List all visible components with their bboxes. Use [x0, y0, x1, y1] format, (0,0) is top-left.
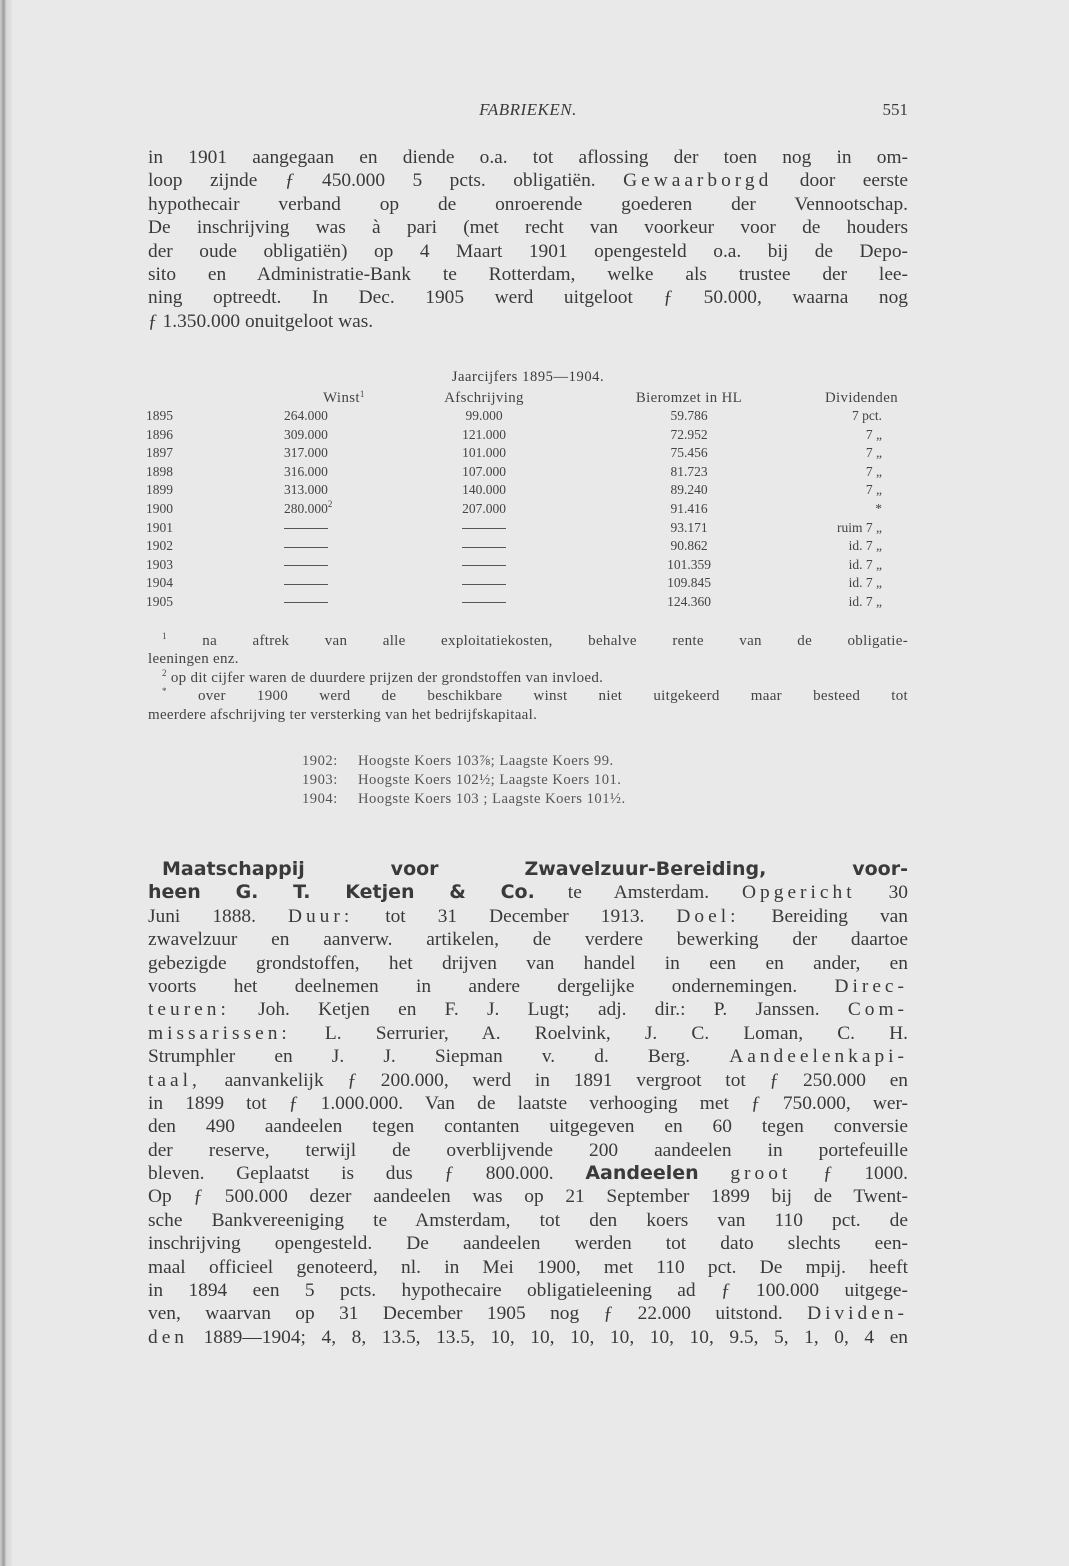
text-line: Juni 1888. Duur: tot 31 December 1913. Doel: Bereiding van	[148, 905, 908, 927]
text-line: zwavelzuur en aanverw. artikelen, de verdere bewerking der daartoe	[148, 929, 908, 951]
cell-dividend-value: *	[875, 500, 882, 516]
cell-afschrijving	[404, 574, 564, 593]
table-header-row	[146, 389, 910, 407]
spaced-term-directeuren-cont: teuren:	[148, 999, 230, 1021]
dash-placeholder	[284, 602, 328, 603]
cell-afschrijving-value: 140.000	[462, 482, 506, 498]
col-header-winst-label: Winst	[323, 389, 360, 406]
cell-afschrijving	[404, 481, 564, 500]
text-line: missarissen: L. Serrurier, A. Roelvink, J. C. Loman, C. H.	[148, 1022, 908, 1044]
table-row	[146, 574, 910, 593]
cell-year	[146, 574, 276, 593]
cell-year	[146, 556, 276, 575]
cell-dividend	[774, 574, 910, 593]
col-header-dividenden: Dividenden	[824, 389, 898, 406]
cell-winst-value: 313.000	[284, 482, 328, 498]
cell-winst	[276, 426, 404, 445]
quote-high-label: Hoogste Koers	[358, 772, 452, 789]
table-row	[146, 426, 910, 445]
cell-winst-value: 280.000	[284, 500, 328, 516]
table-row	[146, 407, 910, 426]
cell-winst	[276, 481, 404, 500]
quote-low-label: Laagste Koers	[499, 753, 590, 769]
footnote-3-cont: meerdere afschrijving ter versterking van het bedrijfskapitaal.	[148, 706, 538, 723]
footnote-2	[148, 669, 908, 687]
spaced-term-commissarissen: Com-	[847, 999, 908, 1021]
cell-winst	[276, 593, 404, 612]
cell-bieromzet	[564, 407, 774, 426]
cell-afschrijving	[404, 500, 564, 519]
text-line: De inschrijving was à pari (met recht van voorkeur voor de houders	[148, 217, 908, 239]
quote-year: 1903:	[302, 772, 338, 789]
cell-afschrijving	[404, 407, 564, 426]
cell-afschrijving	[404, 519, 564, 538]
text-line: gebezigde grondstoffen, het drijven van handel in een en ander, en	[148, 952, 908, 974]
cell-bieromzet	[564, 426, 774, 445]
text-line: in 1901 aangegaan en diende o.a. tot aflossing der toen nog in om-	[148, 147, 908, 168]
spaced-term-kapitaal-cont: taal,	[148, 1069, 201, 1091]
text-line: den 1889—1904; 4, 8, 13.5, 13.5, 10, 10, 10, 10, 10, 10, 9.5, 5, 1, 0, 4 en	[148, 1326, 908, 1348]
text-line: taal, aanvankelijk ƒ 200.000, werd in 1891 vergroot tot ƒ 250.000 en	[148, 1069, 908, 1091]
cell-bieromzet-value: 124.360	[667, 593, 711, 609]
quote-high: 103⅞;	[455, 753, 496, 769]
cell-bieromzet	[564, 444, 774, 463]
dash-placeholder	[284, 547, 328, 548]
text-line: in 1899 tot ƒ 1.000.000. Van de laatste verhooging met ƒ 750.000, wer-	[148, 1092, 908, 1114]
cell-dividend	[774, 500, 910, 519]
cell-dividend	[774, 463, 910, 482]
spaced-term-gewaarborgd: Gewaarborgd	[623, 170, 773, 192]
footnote-mark: *	[162, 686, 167, 697]
text-line: der reserve, terwijl de overblijvende 200 aandeelen in portefeuille	[148, 1139, 908, 1161]
spaced-term-dividenden-cont: den	[148, 1326, 188, 1348]
spaced-term-kapitaal: Aandeelenkapi-	[729, 1046, 908, 1068]
cell-dividend-value: id. 7 „	[848, 538, 882, 554]
cell-year-value: 1897	[146, 445, 173, 461]
text-line: ƒ 1.350.000 onuitgeloot was.	[148, 310, 374, 332]
text-line: den 490 aandeelen tegen contanten uitgegeven en 60 tegen conversie	[148, 1116, 908, 1138]
cell-bieromzet	[564, 463, 774, 482]
cell-winst	[276, 500, 404, 519]
cell-afschrijving-value: 207.000	[462, 500, 506, 516]
cell-bieromzet-value: 93.171	[670, 519, 708, 535]
text-line: ning optreedt. In Dec. 1905 werd uitgeloot ƒ 50.000, waarna nog	[148, 287, 908, 309]
cell-year-value: 1898	[146, 463, 173, 479]
cell-year	[146, 407, 276, 426]
cell-bieromzet-value: 90.862	[670, 538, 708, 554]
cell-bieromzet	[564, 500, 774, 519]
text-line: in 1894 een 5 pcts. hypothecaire obligatieleening ad ƒ 100.000 uitgege-	[148, 1280, 908, 1302]
cell-year	[146, 463, 276, 482]
col-header-afschrijving: Afschrijving	[444, 389, 524, 406]
quote-row	[302, 790, 762, 809]
text-line: teuren: Joh. Ketjen en F. J. Lugt; adj. dir.: P. Janssen. Com-	[148, 999, 908, 1021]
text-line: sche Bankvereeniging te Amsterdam, tot den koers van 110 pct. de	[148, 1209, 908, 1231]
cell-bieromzet	[564, 519, 774, 538]
cell-year	[146, 500, 276, 519]
footnote-ref: 2	[327, 498, 333, 509]
cell-dividend-value: 7 pct.	[852, 408, 882, 423]
cell-dividend	[774, 519, 910, 538]
spaced-term-opgericht: Opgericht	[742, 882, 856, 904]
cell-year	[146, 593, 276, 612]
table-row	[146, 537, 910, 556]
cell-year-value: 1899	[146, 482, 173, 498]
cell-winst-value: 317.000	[284, 445, 328, 461]
cell-year-value: 1903	[146, 556, 173, 572]
cell-dividend-value: 7 „	[865, 426, 882, 442]
dash-placeholder	[284, 528, 328, 529]
company-name-line	[148, 858, 908, 881]
dash-placeholder	[462, 528, 506, 529]
footnote-text: na aftrek van alle exploitatiekosten, behalve rente van de obligatie-	[202, 633, 908, 649]
running-head	[148, 100, 908, 124]
footnote-3	[148, 687, 908, 705]
cell-afschrijving	[404, 537, 564, 556]
spaced-term-groot: groot	[730, 1163, 792, 1185]
text-line: loop zijnde ƒ 450.000 5 pcts. obligatiën. Gewaarborgd door eerste	[148, 170, 908, 192]
quote-row	[302, 771, 762, 790]
cell-afschrijving-value: 99.000	[465, 408, 503, 423]
table-row	[146, 463, 910, 482]
dash-placeholder	[284, 565, 328, 566]
footnote-ref: 1	[359, 388, 365, 399]
quote-year: 1902:	[302, 753, 338, 769]
cell-year-value: 1904	[146, 575, 173, 591]
cell-dividend	[774, 407, 910, 426]
dash-placeholder	[462, 547, 506, 548]
cell-afschrijving	[404, 463, 564, 482]
bold-term-aandeelen: Aandeelen	[585, 1162, 699, 1185]
dash-placeholder	[462, 565, 506, 566]
quote-high: 102½;	[455, 772, 496, 789]
cell-dividend	[774, 537, 910, 556]
quote-year: 1904:	[302, 791, 338, 808]
cell-winst	[276, 444, 404, 463]
footnote-mark: 1	[162, 631, 167, 641]
annual-figures-table	[146, 389, 910, 612]
cell-afschrijving-value: 107.000	[462, 463, 506, 479]
company-entry	[148, 858, 908, 1349]
text-line: der oude obligatiën) op 4 Maart 1901 opengesteld o.a. bij de Depo-	[148, 240, 908, 262]
cell-afschrijving	[404, 444, 564, 463]
cell-winst	[276, 407, 404, 426]
cell-dividend-value: id. 7 „	[848, 556, 882, 572]
cell-bieromzet-value: 72.952	[670, 426, 708, 442]
spaced-term-dividenden: Dividen-	[807, 1303, 908, 1325]
cell-winst-value: 316.000	[284, 463, 328, 479]
cell-dividend-value: 7 „	[865, 463, 882, 479]
table-body	[146, 407, 910, 612]
company-name: Maatschappij voor Zwavelzuur-Bereiding, voor-	[162, 858, 908, 880]
cell-dividend-value: 7 „	[865, 445, 882, 461]
text-line: ven, waarvan op 31 December 1905 nog ƒ 22.000 uitstond. Dividen-	[148, 1303, 908, 1325]
cell-dividend-value: id. 7 „	[848, 575, 882, 591]
text-line: Op ƒ 500.000 dezer aandeelen was op 21 September 1899 bij de Twent-	[148, 1186, 908, 1208]
text-line: maal officieel genoteerd, nl. in Mei 1900, met 110 pct. De mpij. heeft	[148, 1256, 908, 1278]
section-title: FABRIEKEN.	[479, 100, 577, 119]
text-line: Strumphler en J. J. Siepman v. d. Berg. Aandeelenkapi-	[148, 1046, 908, 1068]
company-location: te Amsterdam.	[534, 882, 743, 904]
cell-bieromzet-value: 75.456	[670, 445, 708, 461]
text-line: inschrijving opengesteld. De aandeelen werden tot dato slechts een-	[148, 1233, 908, 1255]
cell-bieromzet-value: 81.723	[670, 463, 708, 479]
spaced-term-commissarissen-cont: missarissen:	[148, 1022, 291, 1044]
table-row	[146, 481, 910, 500]
cell-dividend	[774, 481, 910, 500]
col-header-winst	[276, 389, 404, 407]
cell-bieromzet	[564, 556, 774, 575]
table-caption: Jaarcijfers 1895—1904.	[451, 369, 605, 385]
quote-row	[302, 752, 762, 771]
table-row	[146, 519, 910, 538]
founded-day: 30	[855, 882, 908, 904]
cell-winst	[276, 574, 404, 593]
table-row	[146, 500, 910, 519]
cell-bieromzet	[564, 574, 774, 593]
quote-high-label: Hoogste Koers	[358, 753, 452, 769]
table-row	[146, 444, 910, 463]
cell-year	[146, 519, 276, 538]
cell-year	[146, 444, 276, 463]
cell-dividend-value: id. 7 „	[848, 593, 882, 609]
text-line	[148, 881, 908, 904]
quote-low-label: Laagste Koers	[492, 791, 583, 808]
text-line: sito en Administratie-Bank te Rotterdam, welke als trustee der lee-	[148, 263, 908, 285]
text-line: hypothecair verband op de onroerende goederen der Vennootschap.	[148, 193, 908, 215]
cell-bieromzet	[564, 593, 774, 612]
cell-afschrijving	[404, 556, 564, 575]
table-row	[146, 593, 910, 612]
cell-dividend	[774, 444, 910, 463]
cell-year	[146, 481, 276, 500]
cell-year-value: 1896	[146, 426, 173, 442]
company-name-cont: heen G. T. Ketjen & Co.	[148, 881, 535, 904]
cell-winst	[276, 556, 404, 575]
cell-afschrijving	[404, 593, 564, 612]
footnotes	[148, 632, 908, 724]
cell-winst-value: 264.000	[284, 408, 328, 423]
cell-dividend	[774, 426, 910, 445]
cell-bieromzet	[564, 537, 774, 556]
cell-year-value: 1905	[146, 593, 173, 609]
footnote-text: op dit cijfer waren de duurdere prijzen der grondstoffen van invloed.	[170, 669, 604, 686]
cell-bieromzet-value: 101.359	[667, 556, 711, 572]
cell-bieromzet-value: 91.416	[670, 500, 708, 516]
quote-high: 103 ;	[455, 791, 488, 808]
spaced-term-duur: Duur:	[287, 905, 354, 927]
cell-bieromzet-value: 109.845	[667, 575, 711, 591]
cell-winst	[276, 537, 404, 556]
cell-bieromzet-value: 59.786	[670, 408, 708, 423]
cell-dividend	[774, 556, 910, 575]
table-row	[146, 556, 910, 575]
quote-low: 99.	[593, 753, 614, 769]
quote-low: 101½.	[586, 791, 626, 808]
cell-bieromzet	[564, 481, 774, 500]
cell-year-value: 1901	[146, 519, 173, 535]
dash-placeholder	[284, 584, 328, 585]
cell-afschrijving-value: 101.000	[462, 445, 506, 461]
cell-winst	[276, 463, 404, 482]
cell-year	[146, 426, 276, 445]
spaced-term-directeuren: Direc-	[834, 975, 908, 997]
price-quotes	[302, 752, 762, 810]
text-line: voorts het deelnemen in andere dergelijke ondernemingen. Direc-	[148, 975, 908, 997]
cell-dividend-value: ruim 7 „	[837, 519, 882, 535]
text-line: bleven. Geplaatst is dus ƒ 800.000. Aandeelen groot ƒ 1000.	[148, 1162, 908, 1185]
dash-placeholder	[462, 584, 506, 585]
cell-year-value: 1900	[146, 500, 173, 516]
footnote-1-cont: leeningen enz.	[148, 651, 239, 668]
footnote-1	[148, 632, 908, 650]
spaced-term-doel: Doel:	[676, 905, 740, 927]
quote-low-label: Laagste Koers	[499, 772, 590, 789]
cell-afschrijving	[404, 426, 564, 445]
quote-high-label: Hoogste Koers	[358, 791, 452, 808]
cell-year-value: 1902	[146, 538, 173, 554]
col-header-bieromzet: Bieromzet in HL	[635, 389, 743, 406]
cell-dividend-value: 7 „	[865, 482, 882, 498]
cell-afschrijving-value: 121.000	[462, 426, 506, 442]
intro-paragraph	[148, 146, 908, 333]
cell-year	[146, 537, 276, 556]
col-header-year	[146, 389, 276, 407]
dash-placeholder	[462, 602, 506, 603]
cell-winst	[276, 519, 404, 538]
cell-year-value: 1895	[146, 408, 173, 423]
cell-dividend	[774, 593, 910, 612]
cell-bieromzet-value: 89.240	[670, 482, 708, 498]
quote-low: 101.	[593, 772, 622, 789]
footnote-mark: 2	[162, 667, 167, 678]
page-number: 551	[882, 100, 908, 119]
cell-winst-value: 309.000	[284, 426, 328, 442]
footnote-text: over 1900 werd de beschikbare winst niet uitgekeerd maar besteed tot	[197, 688, 908, 705]
